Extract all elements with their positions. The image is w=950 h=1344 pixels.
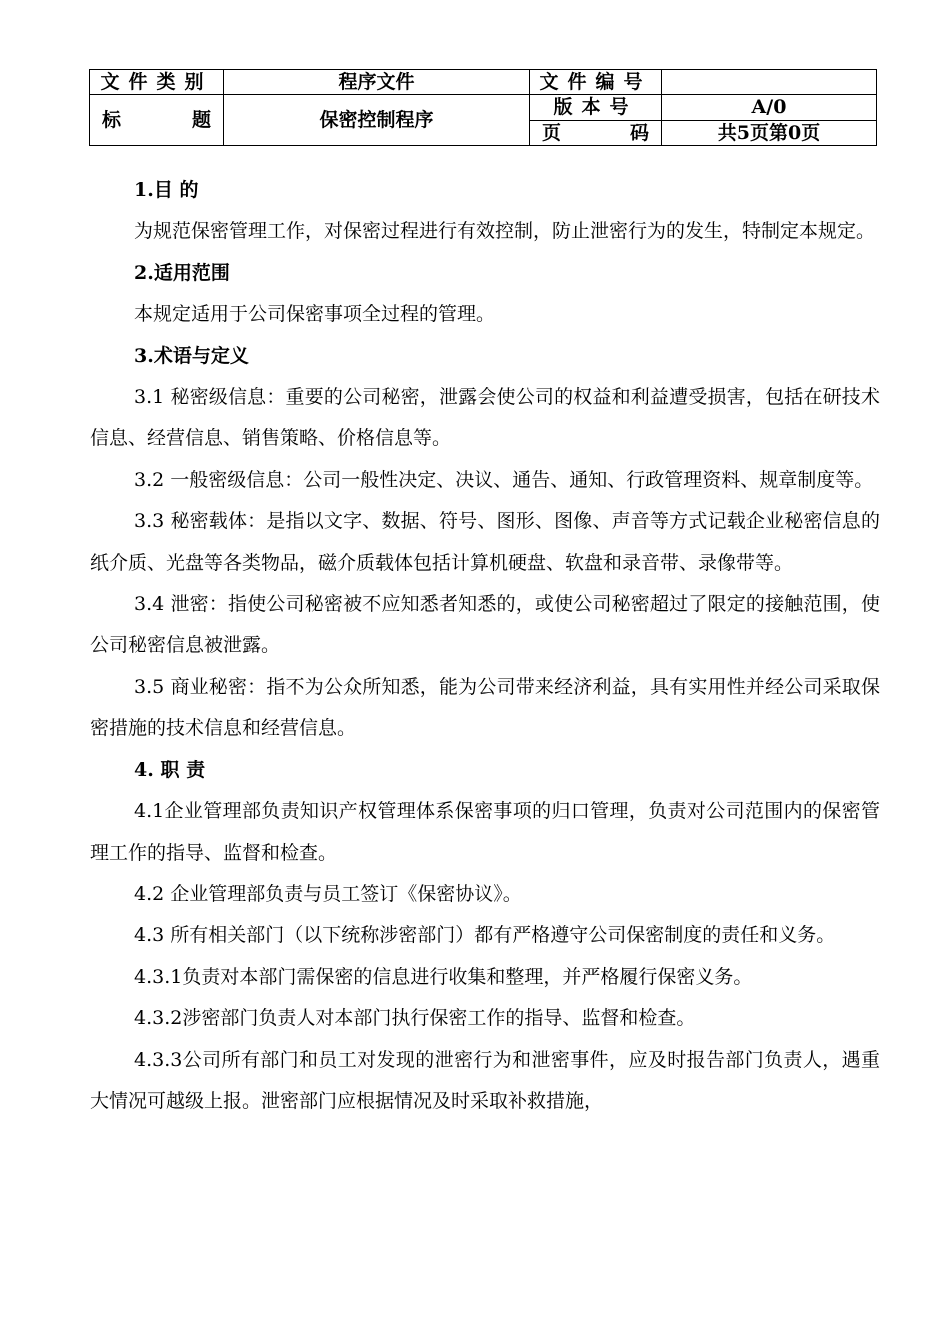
paragraph-term-3-1: 3.1 秘密级信息：重要的公司秘密，泄露会使公司的权益和利益遭受损害，包括在研技术信息、经营信息、销售策略、价格信息等。 <box>90 386 880 450</box>
document-body <box>90 170 880 1122</box>
header-row-type <box>90 70 877 95</box>
paragraph-term-3-4: 3.4 泄密：指使公司秘密被不应知悉者知悉的，或使公司秘密超过了限定的接触范围，使公司秘密信息被泄露。 <box>90 593 880 657</box>
title-label-2: 题 <box>191 109 211 131</box>
paragraph-purpose: 为规范保密管理工作，对保密过程进行有效控制，防止泄密行为的发生，特制定本规定。 <box>134 220 876 243</box>
section-heading-terms: 3.术语与定义 <box>134 344 249 367</box>
section-heading-purpose: 1.目 的 <box>134 179 199 201</box>
paragraph-duty-4-3-1: 4.3.1负责对本部门需保密的信息进行收集和整理，并严格履行保密义务。 <box>134 965 753 988</box>
title-label-cell <box>90 95 224 146</box>
paragraph-duty-4-3: 4.3 所有相关部门（以下统称涉密部门）都有严格遵守公司保密制度的责任和义务。 <box>134 924 836 947</box>
title-label-1: 标 <box>102 109 122 131</box>
doc-type-value: 程序文件 <box>224 70 530 95</box>
version-label: 版本号 <box>530 95 662 121</box>
paragraph-duty-4-3-2: 4.3.2涉密部门负责人对本部门执行保密工作的指导、监督和检查。 <box>134 1007 696 1030</box>
paragraph-term-3-5: 3.5 商业秘密：指不为公众所知悉，能为公司带来经济利益，具有实用性并经公司采取保密措施的技术信息和经营信息。 <box>90 675 880 740</box>
section-heading-scope: 2.适用范围 <box>134 261 230 284</box>
paragraph-term-3-2: 3.2 一般密级信息：公司一般性决定、决议、通告、通知、行政管理资料、规章制度等。 <box>134 468 874 491</box>
section-heading-duties: 4. 职 责 <box>134 758 206 781</box>
doc-number-label: 文件编号 <box>530 70 662 95</box>
paragraph-duty-4-2: 4.2 企业管理部负责与员工签订《保密协议》。 <box>134 882 522 905</box>
paragraph-duty-4-1: 4.1企业管理部负责知识产权管理体系保密事项的归口管理，负责对公司范围内的保密管理工作的指导、监督和检查。 <box>90 800 880 864</box>
paragraph-term-3-3: 3.3 秘密载体：是指以文字、数据、符号、图形、图像、声音等方式记载企业秘密信息的纸介质、光盘等各类物品，磁介质载体包括计算机硬盘、软盘和录音带、录像带等。 <box>90 510 880 574</box>
doc-number-value <box>662 70 877 95</box>
title-value: 保密控制程序 <box>224 95 530 146</box>
header-row-version <box>90 95 877 121</box>
document-header-table <box>89 69 877 146</box>
page-label-2: 码 <box>629 121 649 144</box>
page-value: 共5页第0页 <box>662 120 877 146</box>
doc-type-label: 文件类别 <box>90 70 224 95</box>
paragraph-scope: 本规定适用于公司保密事项全过程的管理。 <box>134 303 496 326</box>
version-value: A/0 <box>662 95 877 121</box>
paragraph-duty-4-3-3: 4.3.3公司所有部门和员工对发现的泄密行为和泄密事件，应及时报告部门负责人，遇重大情况可越级上报。泄密部门应根据情况及时采取补救措施， <box>90 1048 880 1112</box>
page-label-1: 页 <box>542 121 562 144</box>
page-label-cell <box>530 120 662 146</box>
